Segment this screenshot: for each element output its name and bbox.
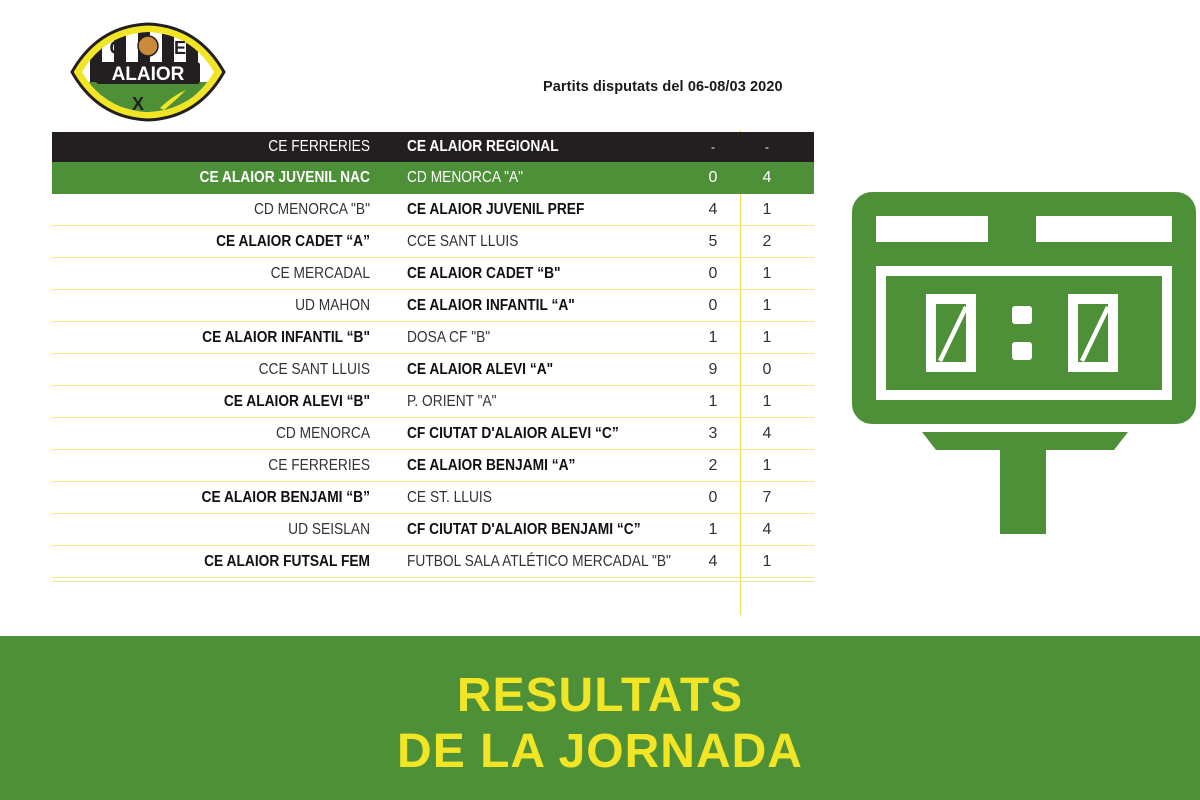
home-goals: 0 [708, 488, 718, 506]
away-goals: - [765, 140, 769, 154]
match-row [52, 194, 814, 226]
home-team: CE ALAIOR ALEVI “B" [223, 392, 370, 410]
away-team: FUTBOL SALA ATLÉTICO MERCADAL "B" [407, 552, 671, 570]
footer-banner [0, 636, 1200, 800]
away-team: P. ORIENT "A" [407, 392, 497, 410]
home-goals: 0 [708, 264, 718, 282]
scoreboard-digit-left [926, 294, 976, 372]
away-team: CF CIUTAT D'ALAIOR BENJAMI “C” [407, 520, 641, 538]
footer-title-line-1: RESULTATS [456, 669, 744, 722]
match-row [52, 418, 814, 450]
away-team: CF CIUTAT D'ALAIOR ALEVI “C” [407, 424, 619, 442]
home-team: CE ALAIOR BENJAMI “B” [201, 488, 370, 506]
match-row [52, 546, 814, 578]
away-goals: 0 [762, 360, 772, 378]
away-team: CE ALAIOR JUVENIL PREF [407, 200, 585, 218]
away-goals: 1 [762, 328, 772, 346]
results-table [52, 132, 814, 578]
footer-title-line-2: DE LA JORNADA [397, 725, 803, 778]
away-team: CE ALAIOR CADET “B" [407, 264, 561, 282]
logo-letter-x: X [131, 94, 145, 114]
away-goals: 7 [762, 488, 772, 506]
club-logo [68, 20, 228, 124]
home-goals: 5 [708, 232, 718, 250]
logo-name: ALAIOR [111, 64, 185, 85]
home-team: CE ALAIOR INFANTIL “B" [202, 328, 370, 346]
away-team: DOSA CF "B" [407, 328, 491, 346]
match-row [52, 290, 814, 322]
table-bottom-line [52, 581, 814, 582]
away-goals: 1 [762, 264, 772, 282]
match-row [52, 482, 814, 514]
home-goals: 4 [708, 200, 718, 218]
logo-letter-e: E [173, 38, 187, 58]
match-row [52, 386, 814, 418]
match-row [52, 354, 814, 386]
away-goals: 2 [762, 232, 772, 250]
logo-ball [138, 36, 158, 56]
match-row [52, 132, 814, 162]
home-team: CD MENORCA "B" [253, 200, 370, 218]
home-goals: 1 [708, 392, 718, 410]
home-team: UD MAHON [295, 296, 370, 314]
home-goals: 1 [708, 328, 718, 346]
match-row [52, 514, 814, 546]
home-goals: 4 [708, 552, 718, 570]
home-team: CCE SANT LLUIS [258, 360, 370, 378]
home-goals: - [711, 140, 715, 154]
home-team: CE MERCADAL [270, 264, 370, 282]
away-goals: 1 [762, 552, 772, 570]
away-goals: 4 [762, 169, 772, 186]
away-team: CE ALAIOR INFANTIL “A" [407, 296, 575, 314]
scoreboard-icon [852, 192, 1196, 536]
home-team: CE ALAIOR JUVENIL NAC [199, 169, 370, 186]
away-team: CE ST. LLUIS [407, 488, 492, 506]
away-goals: 1 [762, 456, 772, 474]
home-team: CE ALAIOR CADET “A” [216, 232, 370, 250]
match-row [52, 450, 814, 482]
home-goals: 9 [708, 360, 718, 378]
home-team: CE FERRERIES [268, 456, 370, 474]
logo-letter-c: C [109, 38, 123, 58]
home-team: CD MENORCA [275, 424, 370, 442]
match-row [52, 162, 814, 194]
scoreboard-colon-bottom [1012, 342, 1032, 360]
away-goals: 1 [762, 200, 772, 218]
match-row [52, 322, 814, 354]
scoreboard-digit-right [1068, 294, 1118, 372]
away-goals: 1 [762, 296, 772, 314]
home-goals: 3 [708, 424, 718, 442]
home-goals: 2 [708, 456, 718, 474]
home-goals: 0 [708, 296, 718, 314]
scoreboard-colon-top [1012, 306, 1032, 324]
away-team: CE ALAIOR REGIONAL [407, 138, 559, 155]
away-goals: 4 [762, 424, 772, 442]
match-row [52, 226, 814, 258]
home-goals: 1 [708, 520, 718, 538]
away-goals: 4 [762, 520, 772, 538]
match-row [52, 258, 814, 290]
away-team: CD MENORCA "A" [407, 169, 524, 186]
home-goals: 0 [708, 169, 718, 186]
home-team: CE ALAIOR FUTSAL FEM [204, 552, 370, 570]
away-goals: 1 [762, 392, 772, 410]
away-team: CE ALAIOR ALEVI “A" [407, 360, 554, 378]
home-team: UD SEISLAN [288, 520, 370, 538]
match-dates-subtitle: Partits disputats del 06-08/03 2020 [543, 79, 783, 95]
away-team: CE ALAIOR BENJAMI “A” [407, 456, 576, 474]
home-team: CE FERRERIES [268, 138, 370, 155]
away-team: CCE SANT LLUIS [407, 232, 519, 250]
